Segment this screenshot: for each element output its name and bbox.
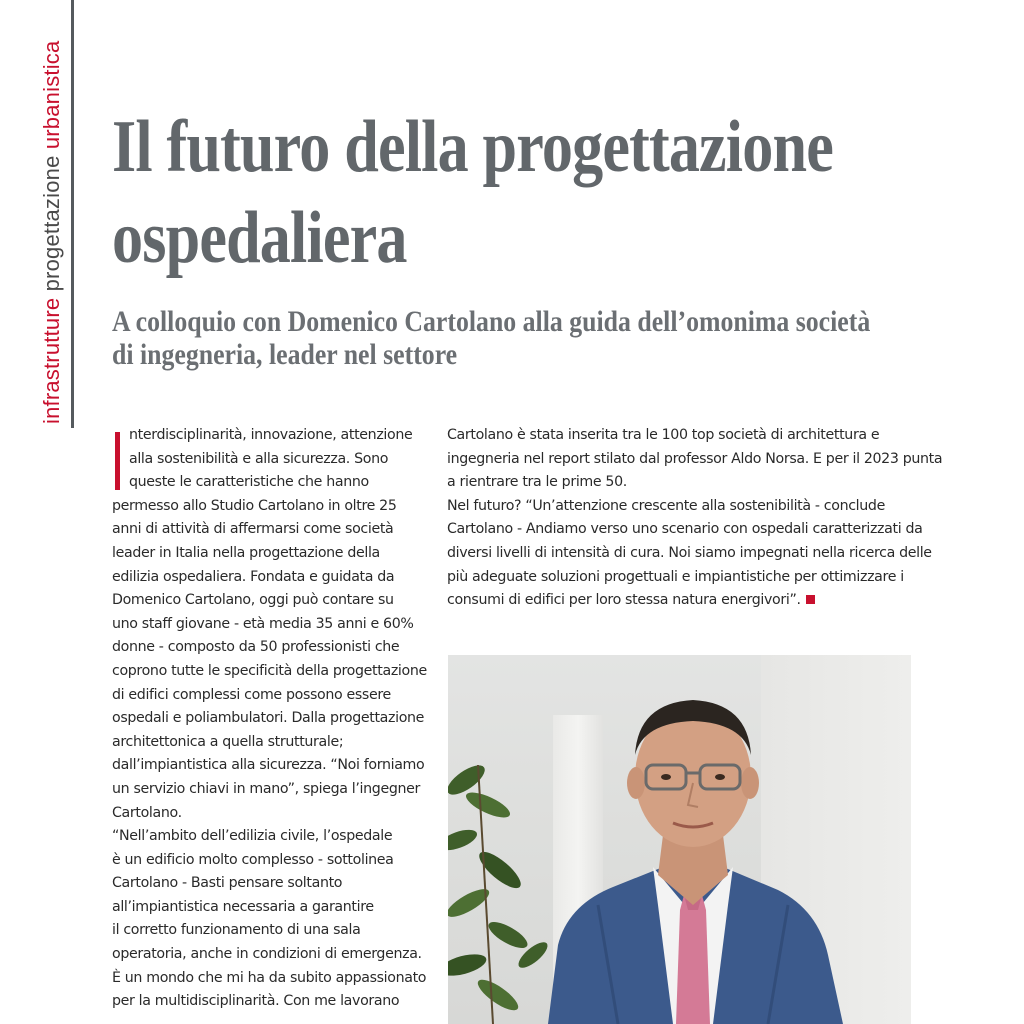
- text-line: leader in Italia nella progettazione della: [112, 544, 380, 561]
- text-line: edilizia ospedaliera. Fondata e guidata da: [112, 568, 395, 585]
- end-of-article-mark: [806, 595, 815, 604]
- text-line: più adeguate soluzioni progettuali e impiantistiche per ottimizzare i: [447, 568, 904, 585]
- text-line: anni di attività di affermarsi come società: [112, 521, 394, 538]
- text-line: all’impiantistica necessaria a garantire: [112, 898, 374, 915]
- text-line: “Nell’ambito dell’edilizia civile, l’ospedale: [112, 828, 393, 845]
- article-subtitle: [112, 305, 886, 371]
- text-line: permesso allo Studio Cartolano in oltre 25: [112, 497, 397, 514]
- text-line: nterdisciplinarità, innovazione, attenzione: [129, 427, 413, 443]
- text-line: È un mondo che mi ha da subito appassionato: [112, 969, 427, 986]
- text-line: il corretto funzionamento di una sala: [112, 922, 361, 939]
- text-line: architettonica a quella strutturale;: [112, 733, 344, 750]
- article-title-line-2: ospedaliera: [112, 197, 407, 279]
- text-line: Cartolano è stata inserita tra le 100 top società di architettura e: [447, 427, 880, 443]
- text-line: Cartolano.: [112, 804, 182, 821]
- text-line: queste le caratteristiche che hanno: [129, 474, 369, 491]
- text-line: [447, 589, 917, 613]
- section-label-infrastrutture: infrastrutture: [39, 297, 64, 424]
- article-title-line-1: Il futuro della progettazione: [112, 106, 833, 188]
- portrait-photo: [448, 655, 911, 1024]
- text-line: Nel futuro? “Un’attenzione crescente alla sostenibilità - conclude: [447, 497, 885, 514]
- section-label-progettazione: progettazione: [39, 149, 64, 298]
- text-line: Cartolano - Andiamo verso uno scenario con ospedali caratterizzati da: [447, 521, 923, 538]
- text-line: donne - composto da 50 professionisti che: [112, 639, 400, 656]
- article-subtitle-line-1: A colloquio con Domenico Cartolano alla guida dell’omonima società: [112, 305, 871, 338]
- article-subtitle-line-2: di ingegneria, leader nel settore: [112, 338, 458, 371]
- section-label: [38, 41, 66, 424]
- right-text-column: [447, 424, 943, 613]
- vertical-rule: [71, 0, 74, 428]
- portrait-illustration: [448, 655, 911, 1024]
- text-line: Domenico Cartolano, oggi può contare su: [112, 592, 394, 609]
- text-line: uno staff giovane - età media 35 anni e 60%: [112, 615, 414, 632]
- section-label-urbanistica: urbanistica: [39, 40, 64, 150]
- plant-leaves: [448, 760, 551, 1024]
- text-line: di edifici complessi come possono essere: [112, 686, 391, 703]
- left-text-column: [112, 424, 427, 1014]
- text-line: operatoria, anche in condizioni di emergenza.: [112, 946, 422, 963]
- text-line: ingegneria nel report stilato dal professor Aldo Norsa. E per il 2023 punta: [447, 450, 943, 467]
- text-line: alla sostenibilità e alla sicurezza. Sono: [129, 450, 389, 467]
- text-line: ospedali e poliambulatori. Dalla progettazione: [112, 710, 425, 727]
- text-line: diversi livelli di intensità di cura. Noi siamo impegnati nella ricerca delle: [447, 544, 932, 561]
- text-line: Cartolano - Basti pensare soltanto: [112, 875, 343, 892]
- text-line: a rientrare tra le prime 50.: [447, 474, 627, 491]
- article-title: [112, 102, 851, 284]
- text-line: per la multidisciplinarità. Con me lavorano: [112, 993, 400, 1010]
- text-line-content: consumi di edifici per loro stessa natura energivori”.: [447, 592, 801, 609]
- text-line: un servizio chiavi in mano”, spiega l’ingegner: [112, 780, 420, 797]
- text-line: è un edificio molto complesso - sottolinea: [112, 851, 394, 868]
- text-line: dall’impiantistica alla sicurezza. “Noi forniamo: [112, 757, 425, 774]
- text-line: coprono tutte le specificità della progettazione: [112, 662, 427, 679]
